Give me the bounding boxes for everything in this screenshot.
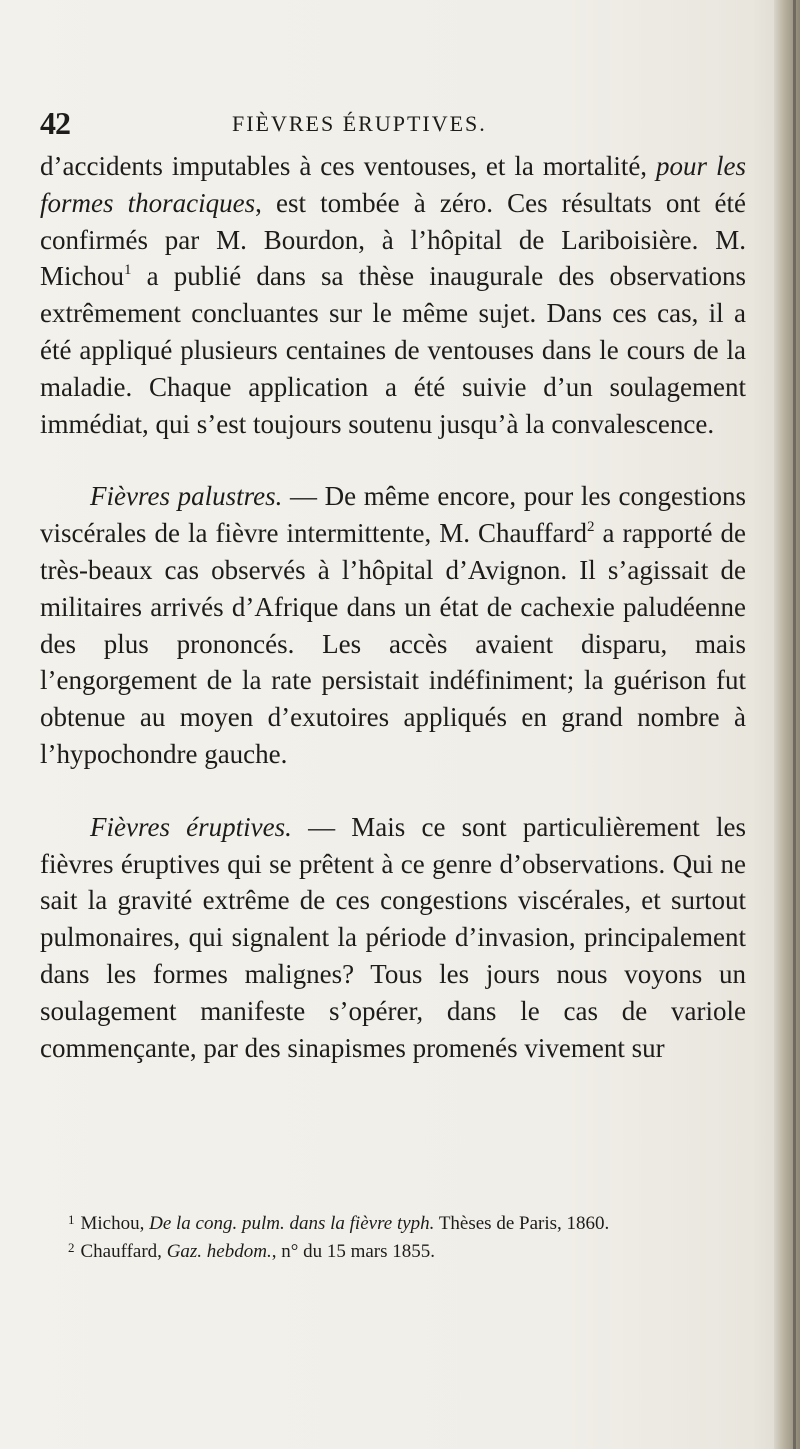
footnote-title: Gaz. hebdom.: [166, 1241, 272, 1262]
body-text: [40, 148, 746, 1066]
footnote-1: [68, 1208, 748, 1236]
section-heading-eruptives: Fièvres éruptives.: [90, 811, 292, 842]
paragraph-text: a rapporté de très-beaux cas observés à l’hôpital d’Avignon. Il s’agissait de militaires arrivés d’Afrique dans un état de cachexie paludéenne des plus prononcés. Les accès avaient disparu, mais l’engorgement de la rate persistait indéfiniment; la guérison fut obtenue au moyen d’exutoires appliqués en grand nombre à l’hypochondre gauche.: [40, 518, 746, 769]
paragraph-text: d’accidents imputables à ces ventouses, et la mortalité,: [40, 151, 648, 181]
paragraph-text: a publié dans sa thèse inaugurale des observations extrêmement concluantes sur le même sujet. Dans ces cas, il a été appliqué plusieurs centaines de ventouses dans le cours de la maladie. Chaque application a été suivie d’un soulagement immédiat, qui s’est toujours soutenu jusqu’à la convalescence.: [40, 261, 746, 439]
paragraph-fievres-palustres: [40, 478, 746, 772]
footnote-marker-2: 2: [586, 519, 595, 536]
binding-streak: [793, 0, 796, 1449]
paragraph-text: — Mais ce sont particulièrement les fièvres éruptives qui se prêtent à ce genre d’observations. Qui ne sait la gravité extrême de ces congestions viscérales, et surtout pulmonaires, qui signalent la période d’invasion, principalement dans les formes malignes? Tous les jours nous voyons un soulagement manifeste s’opérer, dans le cas de variole commençante, par des sinapismes promenés vivement sur: [40, 811, 746, 1063]
page-edge-shadow: [774, 0, 800, 1449]
footnote-marker-1: 1: [124, 262, 132, 279]
footnote-rest: Thèses de Paris, 1860.: [434, 1213, 610, 1234]
footnote-number: 2: [68, 1240, 75, 1255]
footnote-author: Chauffard,: [80, 1241, 167, 1262]
footnote-rest: , n° du 15 mars 1855.: [271, 1241, 435, 1262]
footnote-2: [68, 1236, 748, 1264]
running-title: FIÈVRES ÉRUPTIVES.: [232, 111, 487, 136]
paragraph-fievres-eruptives: [40, 809, 746, 1067]
paragraph-text: , est tombée à zéro. Ces résultats ont été confirmés par M. Bourdon, à l’hôpital de Lariboisière. M. Michou: [40, 187, 747, 292]
footnote-author: Michou,: [80, 1213, 150, 1234]
paragraph-ventouses: [40, 148, 746, 442]
page-header: [40, 105, 740, 145]
footnote-number: 1: [68, 1212, 75, 1227]
footnotes: [68, 1208, 748, 1264]
section-heading-palustres: Fièvres palustres.: [90, 481, 283, 512]
page-number: 42: [40, 105, 70, 141]
italic-phrase: pour les formes thoraciques: [40, 151, 746, 218]
footnote-title: De la cong. pulm. dans la fièvre typh.: [149, 1213, 435, 1234]
paragraph-text: — De même encore, pour les congestions viscérales de la fièvre intermittente, M. Chauffard: [40, 481, 747, 549]
